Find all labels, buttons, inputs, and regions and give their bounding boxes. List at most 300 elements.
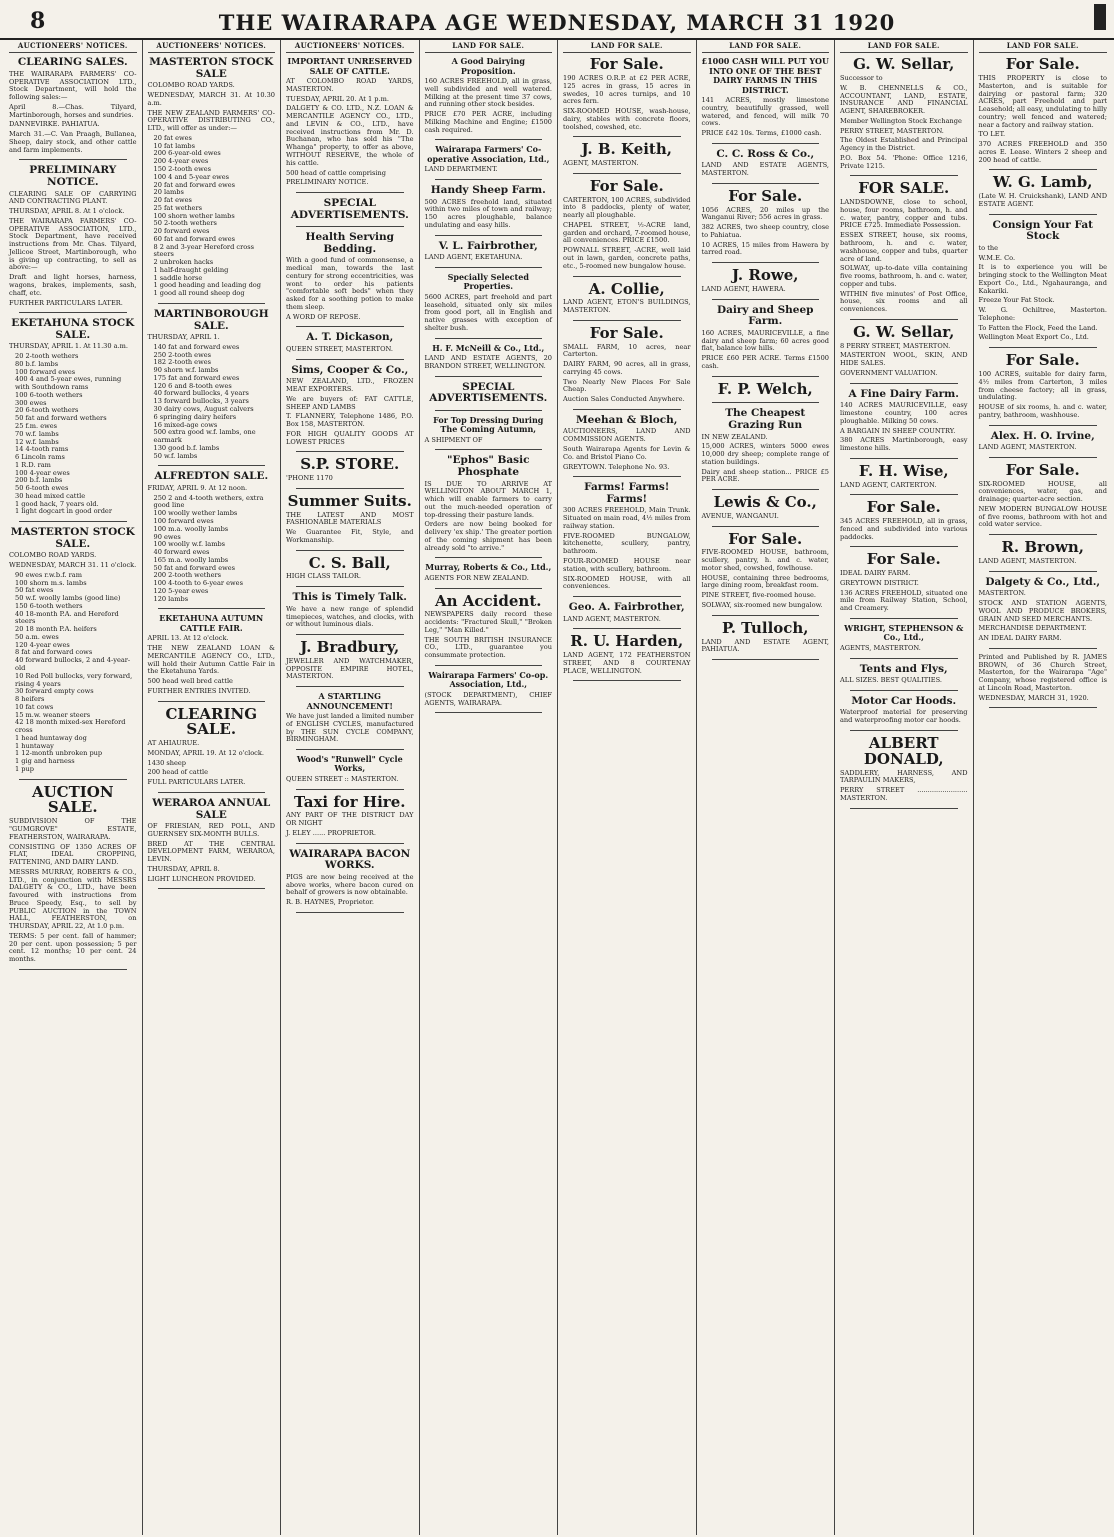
ad-paragraph: COLOMBO ROAD YARDS. [147,81,235,90]
ad-paragraph: 500 head of cattle comprising [286,168,386,177]
column-3 [281,40,420,1535]
ad-paragraph: WITHIN five minutes' of Post Office, house, six rooms and all conveniences. [840,289,968,314]
ad-list-item: 200 b.f. lambs [15,476,63,485]
ad-title: G. W. Sellar, [853,322,955,341]
advertisement [563,634,691,675]
ad-title: For Sale. [1005,55,1080,74]
ad-paragraph: AGENTS FOR NEW ZEALAND. [424,573,529,582]
ad-title: Alex. H. O. Irvine, [990,429,1095,442]
ad-divider [850,546,958,547]
ad-list-item: 20 fat and forward ewes [153,180,236,189]
column-header: LAND FOR SALE. [702,42,830,53]
ad-title: £1000 CASH WILL PUT YOU INTO ONE OF THE BEST DAIRY FARMS IN THIS DISTRICT. [701,56,829,95]
ad-paragraph: Member Wellington Stock Exchange [840,116,962,125]
ad-paragraph: CLEARING SALE OF CARRYING AND CONTRACTING PLANT. [9,189,137,206]
advertisement [702,305,830,371]
ad-paragraph: 380 ACRES Martinborough, easy limestone hills. [840,436,968,453]
column-4 [420,40,559,1535]
ad-paragraph: 1430 sheep [147,758,187,767]
ad-paragraph: 200 head of cattle [147,768,209,777]
advertisement [425,344,553,371]
ad-paragraph: SOLWAY, up-to-date villa containing five rooms, bathroom, h. and c. water, copper and tubs. [840,264,968,288]
column-8 [974,40,1113,1535]
ad-paragraph: THE NEW ZEALAND FARMERS' CO-OPERATIVE DISTRIBUTING CO., LTD., will offer as under:— [147,108,275,133]
advertisement [286,792,414,838]
advertisement [979,654,1108,703]
ad-paragraph: 100 ACRES, suitable for dairy farm, 4½ miles from Carterton, 3 miles from cheese factory; all in grass, undulating. [978,369,1107,402]
ad-paragraph: LAND AND ESTATE AGENT, PAHIATUA. [701,637,829,654]
ad-divider [573,476,681,477]
ad-title: EKETAHUNA STOCK SALE. [11,317,135,341]
ad-list-item: 15 m.w. weaner steers [15,710,91,719]
advertisement [840,500,968,541]
advertisement [286,640,414,681]
ad-divider [19,521,127,522]
ad-paragraph: IDEAL DAIRY FARM. [840,569,911,578]
ad-divider [989,425,1098,426]
ad-title: G. W. Sellar, [853,55,955,74]
ad-list-item: 100 4 and 5-year ewes [153,172,230,181]
ad-paragraph: Dairy and sheep station... PRICE £5 PER ACRE. [701,467,829,484]
ad-paragraph: We Guarantee Fit, Style, and Workmanship. [286,528,414,544]
ad-divider [435,557,543,558]
advertisement [563,602,691,623]
advertisement [148,614,276,695]
ad-list-item: 200 6-year-old ewes [153,149,221,158]
advertisement [702,408,830,484]
advertisement [702,149,830,178]
ad-list-item: 1 good all round sheep dog [153,289,245,298]
ad-list-item: 50 w.f. woolly lambs (good line) [15,594,121,603]
ad-paragraph: HOUSE, containing three bedrooms, large dining room, breakfast room. [701,573,829,590]
ad-paragraph: AGENTS, MASTERTON. [840,643,921,652]
ad-paragraph: THE LATEST AND MOST FASHIONABLE MATERIALS [286,510,414,527]
ad-divider [712,615,820,616]
ad-divider [158,792,266,793]
ad-paragraph: ALL SIZES. BEST QUALITIES. [840,676,942,685]
ad-divider [850,494,958,495]
ad-title: For Sale. [1005,351,1080,370]
advertisement [563,323,691,404]
ad-paragraph: ANY PART OF THE DISTRICT DAY OR NIGHT [286,811,414,828]
ad-divider [19,969,127,970]
ad-list-item: 12 w.f. lambs [15,437,59,446]
ad-paragraph: PRICE £60 PER ACRE. Terms £1500 cash. [701,354,829,370]
advertisement [840,624,968,653]
ad-divider [850,658,958,659]
ad-title: MARTINBOROUGH SALE. [153,308,269,332]
ad-paragraph: PIGS are now being received at the above works, where bacon cured on behalf of growers is now obtainable. [286,872,414,897]
ad-list-item: 1 half-draught gelding [153,265,229,274]
ad-divider [296,451,404,452]
ad-paragraph: Auction Sales Conducted Anywhere. [563,395,685,404]
advertisement [979,540,1108,566]
advertisement [563,57,691,131]
ad-divider [712,299,820,300]
ad-paragraph: APRIL 13. At 12 o'clock. [147,634,229,643]
ad-paragraph: South Wairarapa Agents for Levin & Co. and Bristol Piano Co. [563,444,691,461]
ad-paragraph: LAND AGENT, 172 FEATHERSTON STREET, AND 8 COURTENAY PLACE, WELLINGTON. [563,651,691,675]
ad-divider [296,586,404,587]
ad-title: Wairarapa Farmers' Co-operative Association, Ltd., [427,144,550,164]
ad-paragraph: 1056 ACRES, 20 miles up the Wanganui River; 556 acres in grass. [701,205,829,222]
column-header: LAND FOR SALE. [425,42,553,53]
ad-list-item: 6 Lincoln rams [15,453,65,462]
ad-title: W. G. Lamb, [992,173,1093,192]
ad-divider [712,489,820,490]
ad-paragraph: POWNALL STREET, -ACRE, well laid out in lawn, garden, concrete paths, etc., 5-roomed new bungalow house. [563,246,691,270]
ad-paragraph: P.O. Box 54. 'Phone: Office 1216, Private 1215. [840,153,968,170]
ad-title: Wairarapa Farmers' Co-op. Association, Ltd., [428,669,549,690]
ad-list-item: 100 woolly wether lambs [153,509,238,518]
ad-paragraph: 190 ACRES O.R.P. at £2 PER ACRE, 125 acres in grass, 15 acres in swedes, 10 acres turnips, and 10 acres fern. [563,74,691,106]
ad-list-item: 150 2-tooth ewes [153,165,212,173]
ad-title: J. Rowe, [731,266,799,285]
ad-paragraph: PRELIMINARY NOTICE. [286,178,369,187]
ad-title: Farms! Farms! Farms! [584,481,670,505]
ad-paragraph: TUESDAY, APRIL 20. At 1 p.m. [286,94,389,103]
ad-title: WAIRARAPA BACON WORKS. [289,847,411,872]
advertisement [979,220,1108,343]
advertisement [286,692,414,744]
ad-title: SPECIAL ADVERTISEMENTS. [290,197,409,221]
ad-title: SPECIAL ADVERTISEMENTS. [429,380,548,405]
ad-paragraph: HIGH CLASS TAILOR. [286,572,361,581]
ad-title: Specially Selected Properties. [447,272,529,292]
ad-list-item: 1 good heading and leading dog [153,281,261,290]
ad-divider [850,458,958,459]
column-5 [558,40,697,1535]
ad-paragraph: LAND DEPARTMENT. [424,165,498,174]
masthead [0,0,1114,40]
ad-divider [435,588,543,589]
ad-paragraph: April 8.—Chas. Tilyard, Martinborough, horses and sundries. [9,102,137,119]
advertisement [702,268,830,294]
ad-paragraph: HOUSE of six rooms, h. and c. water, pantry, bathroom, washhouse. [978,403,1107,419]
ad-paragraph: STOCK AND STATION AGENTS, WOOL AND PRODUCE BROKERS, GRAIN AND SEED MERCHANTS. [978,599,1107,623]
ad-paragraph: With a good fund of commonsense, a medical man, towards the last century for strong eccentricities, was wont to order his patients "comfortable soft beds" when they asked for a soothing potion to make them sleep. [286,256,414,311]
ad-paragraph: 300 ACRES FREEHOLD, Main Trunk. Situated on main road, 4½ miles from railway station. [563,506,691,530]
ad-paragraph: 'PHONE 1170 [286,474,333,483]
ad-list-item: 120 4-year ewes [15,640,70,649]
ad-paragraph: FURTHER ENTRIES INVITED. [147,686,251,695]
ad-divider [850,730,958,731]
advertisement [840,322,968,378]
ad-list-item: 50 fat and forward wethers [15,414,107,423]
ad-title: MASTERTON STOCK SALE. [10,526,135,550]
ad-paragraph: FIVE-ROOMED HOUSE, bathroom, scullery, pantry, h. and c. water, motor shed, cowshed, fowlhouse. [701,548,829,572]
ad-title: A. T. Dickason, [306,331,394,344]
ad-list-item: 8 fat and forward cows [15,648,93,657]
advertisement [702,495,830,521]
ad-divider [712,262,820,263]
ad-paragraph: Successor to [840,74,883,82]
ad-paragraph: IN NEW ZEALAND. [701,432,768,441]
ad-paragraph: FRIDAY, APRIL 9. At 12 noon. [147,483,248,492]
ad-title: AUCTION SALE. [31,782,114,817]
column-header: LAND FOR SALE. [840,42,968,53]
ad-list-item: 25 f.m. ewes [15,422,58,431]
ad-paragraph: AN IDEAL DAIRY FARM. [978,634,1062,643]
ad-paragraph: SMALL FARM, 10 acres, near Carterton. [563,342,691,359]
ad-divider [296,749,404,750]
ad-paragraph: SIX-ROOMED HOUSE, all conveniences, water, gas, and drainage; quarter-acre section. [978,479,1107,504]
ad-paragraph: 382 ACRES, two sheep country, close to Pahiatua. [701,223,829,239]
corner-mark [1094,4,1106,30]
ad-paragraph: 141 ACRES, mostly limestone country, beautifully grassed, well watered, and fenced, will milk 70 cows. [701,96,829,128]
ad-divider [712,402,820,403]
ad-paragraph: PERRY STREET ........................ MASTERTON. [840,786,968,802]
ad-paragraph: MONDAY, APRIL 19. At 12 o'clock. [147,748,264,757]
ad-title: J. B. Keith, [581,140,672,159]
advertisement [563,142,691,168]
ad-list-item: 250 2 and 4-tooth wethers, extra good line [153,493,264,510]
advertisement [425,185,553,230]
column-header: LAND FOR SALE. [979,42,1108,53]
ad-list-item: 30 dairy cows, August calvers [153,405,254,413]
ad-paragraph: 140 ACRES MAURICEVILLE, easy limestone country, 100 acres ploughable. Milking 50 cows. [840,401,968,425]
ad-paragraph: NEWSPAPERS daily record these accidents: "Fractured Skull," "Broken Leg," "Man Killed." [424,610,552,634]
ad-list-item: 60 fat and forward ewes [153,234,236,243]
ad-list-item: 250 2-tooth ewes [153,350,212,359]
ad-list-item: 500 extra good w.f. lambs, one earmark [153,428,256,445]
ad-divider [989,707,1098,708]
ad-divider [850,319,958,320]
ad-paragraph: AGENT, MASTERTON. [563,159,639,168]
ad-paragraph: FULL PARTICULARS LATER. [147,778,246,787]
ad-paragraph: LANDSDOWNE, close to school, house, four rooms, bathroom, h. and c. water, pantry, copper and tubs. PRICE £725. Immediate Possession. [840,198,968,230]
advertisement [425,563,553,582]
ad-divider [296,192,404,193]
ad-title: FOR SALE. [858,179,950,198]
ad-paragraph: LAND AGENT, MASTERTON. [563,614,661,623]
ad-paragraph: Orders are now being booked for delivery 'ex ship.' The greater portion of the coming shipment has been already sold "to arrive." [424,520,552,552]
ad-list-item: 20 forward ewes [153,227,210,236]
ad-title: F. P. Welch, [717,379,813,398]
advertisement [9,527,137,774]
ad-list-item: 50 6-tooth ewes [15,484,69,493]
ad-paragraph: R. B. HAYNES, Proprietor. [286,898,374,907]
ad-title: For Sale. [589,176,664,195]
column-6 [697,40,836,1535]
ad-title: This is Timely Talk. [292,591,407,604]
ad-paragraph: Freeze Your Fat Stock. [978,296,1055,305]
ad-title: V. L. Fairbrother, [438,239,538,252]
ad-paragraph: A BARGAIN IN SHEEP COUNTRY. [840,426,956,435]
advertisement [148,309,276,460]
ad-paragraph: THE SOUTH BRITISH INSURANCE CO., LTD., guarantee you consummate protection. [424,635,552,660]
ad-paragraph: QUEEN STREET :: MASTERTON. [286,774,399,783]
ad-list-item: 200 4-year ewes [153,157,209,166]
ad-paragraph: THE WAIRARAPA FARMERS' CO-OPERATIVE ASSOCIATION, LTD., Stock Department, have received instructions from Mr. Chas. Tilyard, Jellicoe Street, Martinborough, who is giving up contracting, to sell as above:— [9,216,137,272]
ad-paragraph: AT COLOMBO ROAD YARDS, MASTERTON. [286,77,414,93]
ad-divider [989,534,1098,535]
advertisement [425,382,553,405]
ad-paragraph: SUBDIVISION OF THE "GUMGROVE" ESTATE, FEATHERSTON, WAIRARAPA. [9,817,137,841]
ad-paragraph: CARTERTON, 100 ACRES, subdivided into 8 paddocks, plenty of water, nearly all ploughable. [563,195,691,220]
ad-title: For Sale. [589,323,664,342]
ad-paragraph: LAND AGENT, HAWERA. [701,285,786,293]
ad-title: F. H. Wise, [858,461,949,480]
ad-paragraph: LAND AND ESTATE AGENTS, MASTERTON. [701,161,829,178]
ad-list-item: 300 ewes [15,398,47,407]
ad-list-item: 10 fat lambs [153,141,196,150]
ad-paragraph: LAND AGENT, ETON'S BUILDINGS, MASTERTON. [563,298,691,315]
ad-list-item: 13 forward bullocks, 3 years [153,397,249,406]
advertisement [563,279,691,315]
advertisement [424,591,553,660]
ad-divider [850,690,958,691]
ad-title: S.P. STORE. [300,455,400,474]
ad-paragraph: (STOCK DEPARTMENT), CHIEF AGENTS, WAIRARAPA. [424,690,552,707]
ad-list-item: 42 18 month mixed-sex Hereford cross [15,718,126,735]
ad-paragraph: (Late W. H. Cruickshank), LAND AND ESTATE AGENT. [978,192,1107,208]
ad-title: Dalgety & Co., Ltd., [985,575,1101,588]
ad-title: Murray, Roberts & Co., Ltd., [425,562,552,573]
ad-paragraph: 500 head well bred cattle [147,677,233,686]
advertisement [286,365,414,447]
ad-paragraph: W. B. CHENNELLS & CO., ACCOUNTANT, LAND, ESTATE, INSURANCE AND FINANCIAL AGENT, SHAREBROKER. [840,83,968,116]
ad-list-item: 20 fat ewes [153,196,192,205]
advertisement [286,755,414,784]
ad-paragraph: THURSDAY, APRIL 1. [147,333,220,342]
ad-paragraph: THIS PROPERTY is close to Masterton, and is suitable for dairying or pastoral farm; 320 ACRES, part Freehold and part Leasehold; all easy, undulating to hilly country; well fenced and watered; near a factory and railway station. [978,74,1107,129]
ad-paragraph: 500 ACRES freehold land, situated within two miles of town and railway; 150 acres ploughable, balance undulating and easy hills. [424,197,552,229]
ad-list-item: 90 ewes [153,532,181,541]
ad-divider [435,376,543,377]
ad-list-item: 8 heifers [15,695,45,704]
ad-list-item: 150 6-tooth wethers [15,601,83,610]
ad-list-item: 8 2 and 3-year Hereford cross steers [153,242,254,259]
ad-paragraph: 10 ACRES, 15 miles from Hawera by tarred road. [701,240,829,257]
advertisement [9,165,137,307]
ad-list-item: 1 light dogcart in good order [15,507,112,516]
ad-list-item: 40 forward bullocks, 2 and 4-year-old [15,656,131,673]
ad-title: MASTERTON STOCK SALE [149,56,274,80]
ad-list-item: 100 4-tooth to 6-year ewes [153,579,243,588]
ad-title: Lewis & Co., [713,493,817,512]
advertisement [9,782,137,964]
ad-divider [158,465,266,466]
ad-paragraph: J. ELEY ...... PROPRIETOR. [286,828,376,837]
advertisement [840,57,968,170]
advertisement [840,389,968,453]
ad-divider [296,843,404,844]
column-1 [4,40,143,1535]
ad-divider [989,648,1098,649]
ad-paragraph: LAND AGENT, EKETAHUNA. [424,253,523,262]
ad-title: For Sale. [1005,460,1080,479]
ad-paragraph: THURSDAY, APRIL 8. [147,864,220,873]
columns-container [4,40,1112,1535]
ad-list-item: 50 2-tooth wethers [153,219,217,228]
ad-paragraph: SADDLERY, HARNESS, AND TARPAULIN MAKERS, [840,768,968,785]
ad-paragraph: WEDNESDAY, MARCH 31, 1920. [978,693,1089,702]
ad-list-item: 1 R.D. ram [15,460,51,469]
ad-paragraph: 8 PERRY STREET, MASTERTON. [840,341,951,350]
ad-divider [435,139,543,140]
ad-title: For Sale. [589,55,664,74]
ad-list-item: 40 18-month P.A. and Hereford steers [15,609,119,626]
ad-divider [712,376,820,377]
advertisement [425,241,553,262]
ad-paragraph: CONSISTING OF 1350 ACRES OF FLAT, IDEAL CROPPING, FATTENING, AND DAIRY LAND. [9,842,137,867]
ad-paragraph: We have a new range of splendid timepieces, watches, and clocks, with or without luminous dials. [286,604,414,629]
ad-paragraph: TO LET. [978,130,1006,139]
ad-list-item: 10 fat cows [15,702,54,711]
ad-title: For Sale. [866,498,941,517]
ad-paragraph: MASTERTON WOOL, SKIN, AND HIDE SALES. [840,351,968,368]
ad-title: PRELIMINARY NOTICE. [29,164,117,188]
ad-divider [296,686,404,687]
ad-paragraph: Waterproof material for preserving and waterproofing motor car hoods. [840,708,968,725]
ad-title: For Top Dressing During The Coming Autumn, [433,414,544,435]
ad-list-item: 40 forward bullocks, 4 years [153,389,249,398]
ad-paragraph: 370 ACRES FREEHOLD and 350 acres E. Lease. Winters 2 sheep and 200 head of cattle. [978,140,1107,164]
ad-list-item: 400 4 and 5-year ewes, running with Southdown rams [15,375,122,392]
advertisement [702,379,830,398]
ad-paragraph: We have just landed a limited number of ENGLISH CYCLES, manufactured by THE SUN CYCLE COMPANY, BIRMINGHAM. [286,711,414,744]
ad-title: For Sale. [728,186,803,205]
ad-paragraph: BRED AT THE CENTRAL DEVELOPMENT FARM, WERAROA, LEVIN. [147,839,275,864]
ad-title: H. F. McNeill & Co., Ltd., [432,342,545,353]
ad-paragraph: PINE STREET, five-roomed house. [701,591,817,600]
column-2 [143,40,282,1535]
ad-title: R. U. Harden, [570,632,684,651]
ad-list-item: 1 head huntaway dog [15,733,87,742]
advertisement [979,431,1108,452]
ad-paragraph: AT AHIAURUE. [147,739,200,748]
ad-title: WRIGHT, STEPHENSON & Co., Ltd., [844,622,964,643]
ad-paragraph: T. FLANNERY, Telephone 1486, P.O. Box 158, MASTERTON. [286,412,414,429]
ad-paragraph: AVENUE, WANGANUI. [701,511,779,520]
ad-paragraph: THURSDAY, APRIL 8. At 1 o'clock. [9,207,125,216]
ad-divider [573,409,681,410]
ad-divider [435,235,543,236]
ad-paragraph: To Fatten the Flock, Feed the Land. [978,323,1098,332]
advertisement [286,491,414,545]
ad-list-item: 10 Red Poll bullocks, very forward, rising 4 years [15,671,133,688]
ad-title: C. C. Ross & Co., [716,147,815,160]
ad-title: Dairy and Sheep Farm. [716,303,814,328]
ad-paragraph: PERRY STREET, MASTERTON. [840,126,944,135]
newspaper-title: THE WAIRARAPA AGE WEDNESDAY, MARCH 31 1920 [218,10,896,35]
advertisement [840,552,968,613]
advertisement [286,553,414,582]
column-header: AUCTIONEERS' NOTICES. [148,42,276,53]
ad-title: Meehan & Bloch, [576,413,678,426]
ad-paragraph: The Oldest Established and Principal Agency in the District. [840,136,968,153]
ad-divider [19,312,127,313]
ad-paragraph: A WORD OF REPOSE. [286,312,361,321]
ad-paragraph: SOLWAY, six-roomed new bungalow. [701,600,823,609]
advertisement [701,529,830,610]
advertisement [286,457,414,483]
advertisement [840,181,968,313]
advertisement [286,198,414,221]
ad-list-item: 1 huntaway [15,741,54,750]
ad-divider [712,143,820,144]
ad-divider [573,173,681,174]
column-header: AUCTIONEERS' NOTICES. [9,42,137,53]
advertisement [840,696,968,725]
advertisement [286,849,414,907]
ad-list-item: 20 18 month P.A. heifers [15,625,97,634]
ad-paragraph: LAND AGENT, MASTERTON. [978,556,1077,565]
ad-list-item: 25 fat wethers [153,203,202,212]
ad-list-item: 100 forward ewes [15,367,76,376]
ad-paragraph: OF FRIESIAN, RED POLL, AND GUERNSEY SIX-MONTH BULLS. [147,822,275,838]
